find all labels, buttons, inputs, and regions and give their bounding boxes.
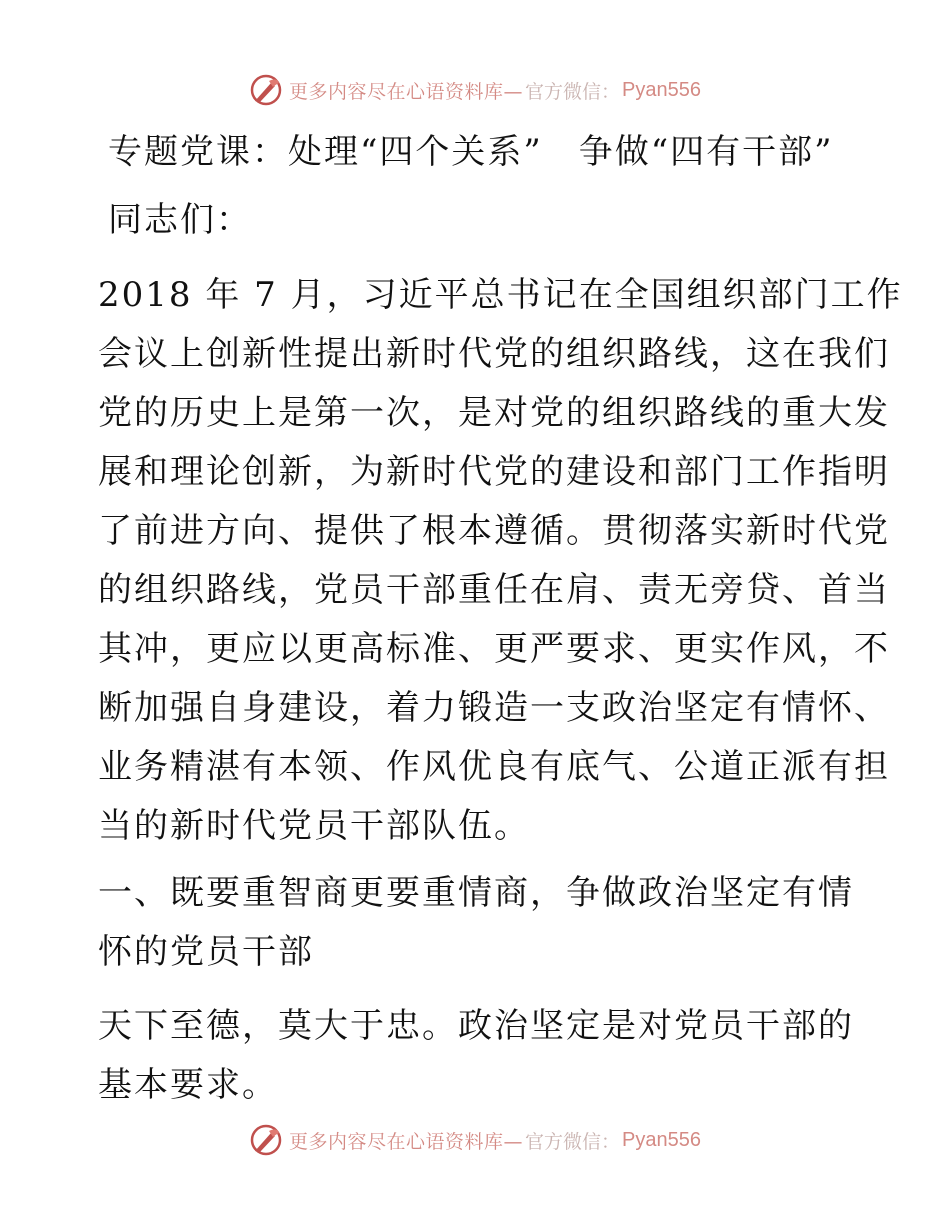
greeting: 同志们： <box>108 200 252 240</box>
paragraph-line: 天下至德，莫大于忠。政治坚定是对党员干部的 <box>98 1006 854 1046</box>
paragraph-line: 2018 年 7 月，习近平总书记在全国组织部门工作 <box>98 275 903 315</box>
quill-logo-icon <box>249 1123 283 1157</box>
banner-text: 更多内容尽在心语资料库— <box>289 80 524 103</box>
paragraph-line: 会议上创新性提出新时代党的组织路线，这在我们 <box>98 334 890 374</box>
page-title: 专题党课：处理“四个关系” 争做“四有干部” <box>108 132 834 172</box>
banner-wechat-id: Pyan556 <box>622 78 701 101</box>
paragraph-line: 断加强自身建设，着力锻造一支政治坚定有情怀、 <box>98 688 890 728</box>
banner-text: 更多内容尽在心语资料库— <box>289 1130 524 1153</box>
banner-wechat-label: 官方微信： <box>525 80 621 103</box>
paragraph-line: 业务精湛有本领、作风优良有底气、公道正派有担 <box>98 747 890 787</box>
banner-wechat-label: 官方微信： <box>525 1130 621 1153</box>
section-heading-line: 怀的党员干部 <box>98 932 314 972</box>
paragraph-line: 基本要求。 <box>98 1065 278 1105</box>
paragraph-line: 的组织路线，党员干部重任在肩、责无旁贷、首当 <box>98 570 890 610</box>
paragraph-line: 党的历史上是第一次，是对党的组织路线的重大发 <box>98 393 890 433</box>
footer-banner <box>0 1120 950 1160</box>
section-heading-line: 一、既要重智商更要重情商，争做政治坚定有情 <box>98 873 854 913</box>
paragraph-line: 展和理论创新，为新时代党的建设和部门工作指明 <box>98 452 890 492</box>
paragraph-line: 其冲，更应以更高标准、更严要求、更实作风，不 <box>98 629 890 669</box>
header-banner <box>0 70 950 110</box>
paragraph-line: 了前进方向、提供了根本遵循。贯彻落实新时代党 <box>98 511 890 551</box>
paragraph-line: 当的新时代党员干部队伍。 <box>98 806 530 846</box>
quill-logo-icon <box>249 73 283 107</box>
banner-wechat-id: Pyan556 <box>622 1128 701 1151</box>
